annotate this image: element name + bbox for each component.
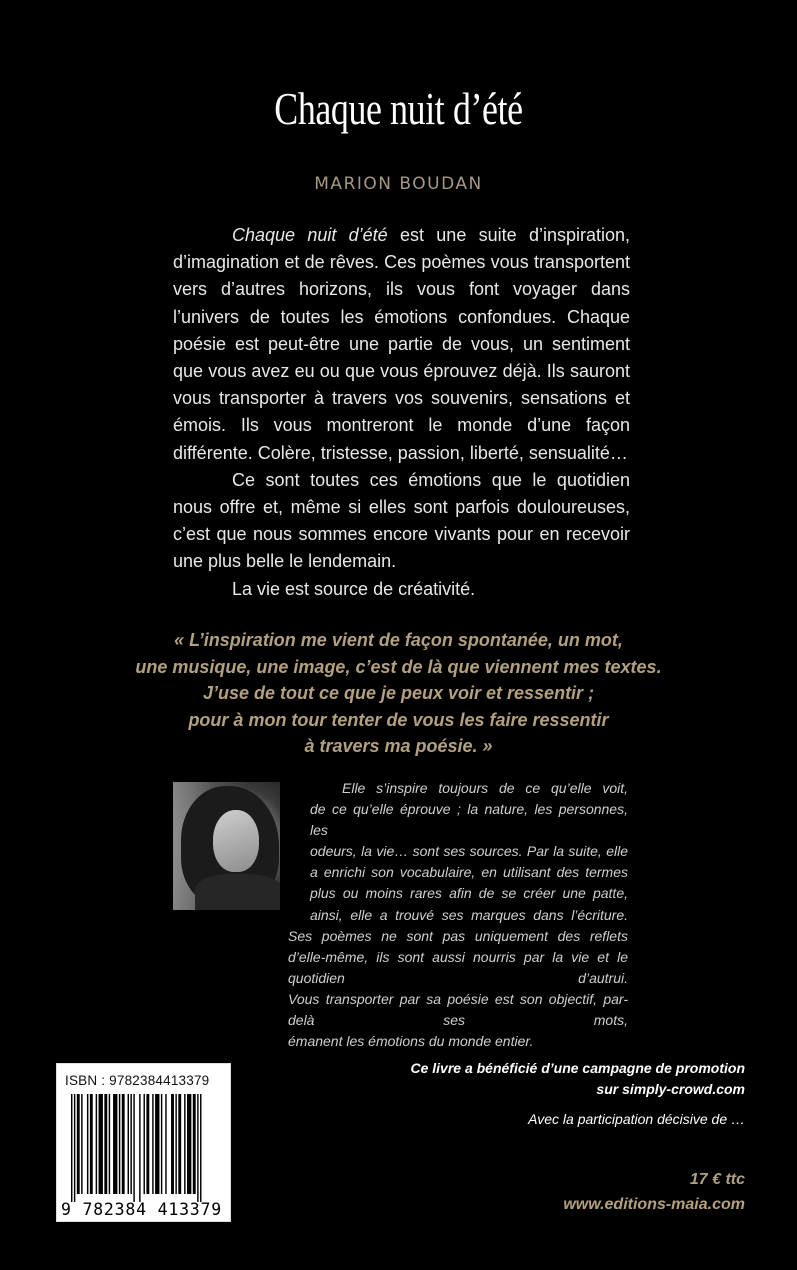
blurb-title-ref: Chaque nuit d’été bbox=[232, 225, 388, 245]
participation-text: Avec la participation décisive de … bbox=[528, 1111, 745, 1127]
barcode-bar bbox=[146, 1094, 149, 1194]
barcode-bar bbox=[99, 1094, 103, 1194]
barcode-bar bbox=[71, 1094, 72, 1202]
bio-line: a enrichi son vocabulaire, en utilisant des termes bbox=[310, 864, 628, 881]
promo-line: sur simply-crowd.com bbox=[596, 1081, 745, 1097]
barcode-bar bbox=[96, 1094, 97, 1194]
blurb-paragraph-1 bbox=[173, 222, 630, 467]
author-bio bbox=[288, 778, 628, 1052]
barcode-bar bbox=[152, 1094, 153, 1194]
barcode-bar bbox=[109, 1094, 110, 1194]
blurb bbox=[173, 222, 630, 603]
barcode-bar bbox=[197, 1094, 198, 1202]
barcode-bar bbox=[200, 1094, 201, 1202]
barcode-bar bbox=[81, 1094, 82, 1194]
price: 17 € ttc bbox=[689, 1171, 745, 1188]
author-name: MARION BOUDAN bbox=[314, 174, 483, 194]
quote-line: « L’inspiration me vient de façon spontanée, un mot, bbox=[174, 630, 623, 650]
bio-line: plus ou moins rares afin de se créer une patte, bbox=[310, 885, 628, 902]
quote-line: pour à mon tour tenter de vous les faire ressentir bbox=[188, 709, 609, 730]
barcode-bar bbox=[171, 1094, 174, 1194]
barcode-bar bbox=[139, 1094, 140, 1202]
quote-line: une musique, une image, c’est de là que viennent mes textes. bbox=[135, 656, 662, 677]
author-photo bbox=[173, 782, 280, 910]
barcode-bar bbox=[184, 1094, 185, 1194]
barcode-bar bbox=[165, 1094, 166, 1194]
barcode-bar bbox=[87, 1094, 88, 1194]
barcode-bar bbox=[122, 1094, 125, 1194]
isbn-label: ISBN : 9782384413379 bbox=[65, 1073, 210, 1088]
quote-line: J’use de tout ce que je peux voir et ressentir ; bbox=[202, 683, 595, 704]
bio-line: de ce qu’elle éprouve ; la nature, les personnes, les bbox=[310, 801, 628, 839]
bio-line: Elle s’inspire toujours de ce qu’elle voit, bbox=[342, 780, 628, 796]
barcode-bar bbox=[178, 1094, 181, 1194]
bio-line: Vous transporter par sa poésie est son objectif, par-delà ses mots, bbox=[288, 990, 628, 1029]
barcode-bar bbox=[155, 1094, 159, 1194]
blurb-paragraph-1-text: est une suite d’inspiration, d’imagination et de rêves. Ces poèmes vous transportent vers d’autres horizons, ils vous font voyager dans l’univers de toutes les émotions confondues. Chaque poésie est peut-être une partie de vous, un sentiment que vous avez eu ou que vous éprouvez déjà. Ils sauront vous transporter à travers vos souvenirs, sensations et émois. Ils vous montreront le monde d’une façon différente. Colère, tristesse, passion, liberté, sensualité… bbox=[173, 225, 630, 463]
bio-line: émanent les émotions du monde entier. bbox=[288, 1033, 534, 1050]
barcode-bar bbox=[119, 1094, 120, 1194]
quote-line: à travers ma poésie. » bbox=[304, 736, 493, 757]
barcode-bar bbox=[187, 1094, 191, 1194]
barcode-digits: 9 782384 413379 bbox=[61, 1200, 223, 1219]
book-title: Chaque nuit d’été bbox=[274, 83, 523, 134]
publisher-website[interactable]: www.editions-maia.com bbox=[563, 1196, 745, 1213]
barcode-bar bbox=[104, 1094, 107, 1194]
bio-line: ainsi, elle a trouvé ses marques dans l’écriture. bbox=[310, 906, 628, 923]
photo-body bbox=[195, 874, 280, 910]
barcode-bar bbox=[90, 1094, 93, 1194]
barcode-bar bbox=[130, 1094, 131, 1194]
blurb-paragraph-2: Ce sont toutes ces émotions que le quotidien nous offre et, même si elles sont parfois douloureuses, c’est que nous sommes encore vivants pour en recevoir une plus belle le lendemain. bbox=[173, 469, 630, 572]
barcode-bar bbox=[128, 1094, 129, 1194]
bio-line: odeurs, la vie… sont ses sources. Par la suite, elle bbox=[310, 843, 628, 860]
promo-text bbox=[410, 1058, 745, 1100]
barcode-bar bbox=[144, 1094, 145, 1194]
blurb-paragraph-3: La vie est source de créativité. bbox=[232, 578, 476, 599]
bio-line: Ses poèmes ne sont pas uniquement des reflets bbox=[288, 927, 628, 944]
barcode bbox=[56, 1063, 231, 1222]
barcode-bar bbox=[175, 1094, 176, 1194]
author-quote bbox=[60, 627, 737, 760]
photo-face bbox=[213, 810, 259, 872]
barcode-bar bbox=[193, 1094, 196, 1194]
promo-line: Ce livre a bénéficié d’une campagne de promotion bbox=[410, 1060, 745, 1076]
bio-line: d’elle-même, ils sont aussi nourris par la vie et le quotidien d’autrui. bbox=[288, 948, 628, 986]
barcode-bar bbox=[77, 1094, 80, 1194]
barcode-bars bbox=[71, 1094, 219, 1202]
barcode-bar bbox=[74, 1094, 75, 1202]
barcode-bar bbox=[133, 1094, 134, 1202]
barcode-bar bbox=[113, 1094, 117, 1194]
barcode-bar bbox=[161, 1094, 162, 1194]
